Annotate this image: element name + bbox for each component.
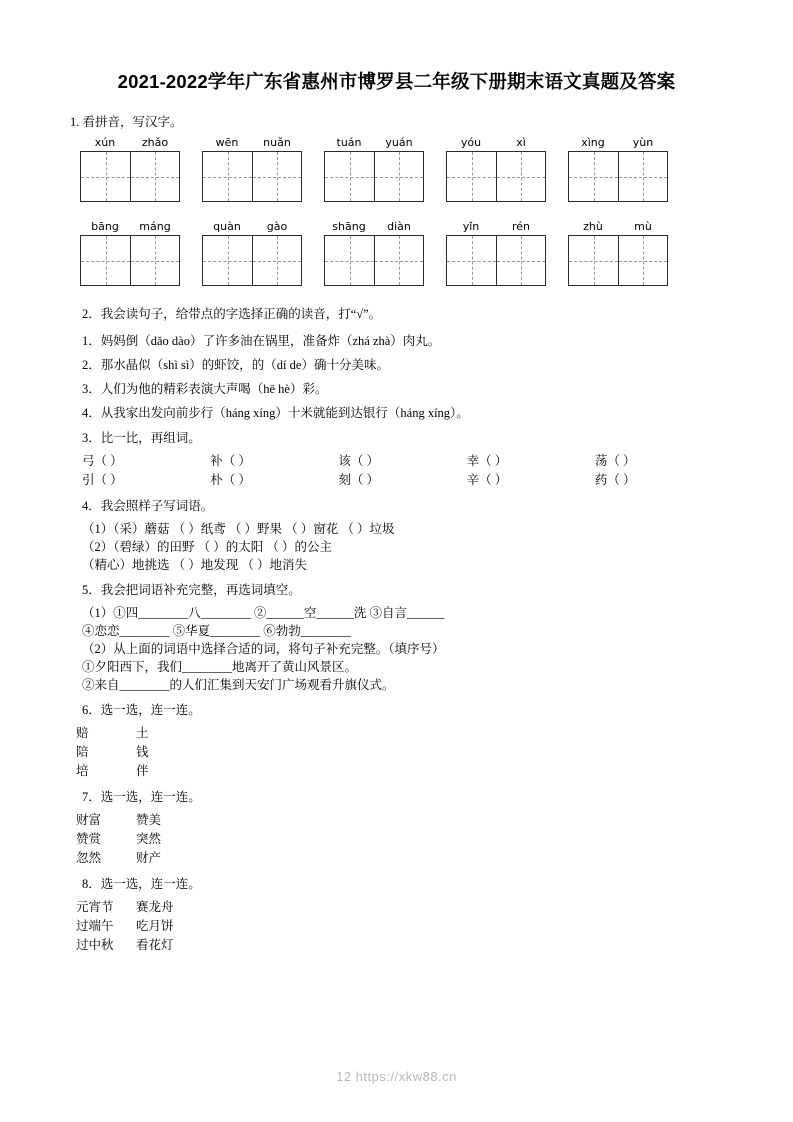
question-2-item-text: 1．妈妈倒（dǎo dào）了许多油在锅里，准备炸（zhá zhà）肉丸。 (82, 334, 441, 348)
pinyin-syllable: zhù (583, 220, 603, 233)
watermark: 12 https://xkw88.cn (336, 1069, 457, 1084)
tianzige-pair[interactable] (80, 151, 180, 202)
tianzige-pair[interactable] (80, 235, 180, 286)
question-2-item-text: 3．人们为他的精彩表演大声喝（hē hè）彩。 (82, 382, 328, 396)
question-7-heading: 7．选一选，连一连。 (82, 790, 201, 804)
pinyin-syllable: gào (266, 220, 288, 233)
match-row (70, 917, 723, 936)
pinyin-syllable: wēn (215, 136, 239, 149)
match-left-item[interactable]: 培 (76, 764, 89, 778)
pinyin-group (446, 136, 546, 202)
pinyin-labels (568, 220, 668, 233)
question-5-heading: 5．我会把词语补充完整，再选词填空。 (82, 583, 301, 597)
match-row (70, 849, 723, 868)
match-right-item[interactable]: 突然 (136, 832, 162, 846)
tianzige-cell[interactable] (252, 152, 301, 201)
pinyin-group (324, 220, 424, 286)
tianzige-cell[interactable] (618, 152, 667, 201)
pinyin-syllable: zhǎo (141, 136, 169, 149)
pinyin-labels (446, 220, 546, 233)
word-build-cell: 药（ ） (594, 473, 636, 487)
question-2-heading: 2．我会读句子，给带点的字选择正确的读音，打“√”。 (82, 307, 382, 321)
question-2-item-4 (70, 404, 723, 422)
match-row (70, 830, 723, 849)
pinyin-group (80, 220, 180, 286)
question-1-number: 1. (70, 115, 80, 129)
pinyin-labels (324, 136, 424, 149)
pinyin-syllable: yóu (460, 136, 482, 149)
match-row (70, 724, 723, 743)
tianzige-cell[interactable] (81, 236, 130, 285)
question-2-item-3 (70, 380, 723, 398)
pinyin-labels (202, 220, 302, 233)
pinyin-syllable: quàn (213, 220, 241, 233)
pinyin-syllable: yǐn (462, 220, 480, 233)
tianzige-pair[interactable] (568, 235, 668, 286)
word-build-cell: 刻（ ） (338, 473, 380, 487)
pinyin-syllable: diàn (387, 220, 411, 233)
tianzige-cell[interactable] (203, 152, 252, 201)
tianzige-cell[interactable] (569, 152, 618, 201)
pinyin-row (80, 220, 723, 286)
tianzige-cell[interactable] (569, 236, 618, 285)
match-left-item[interactable]: 过端午 (76, 919, 114, 933)
pinyin-labels (568, 136, 668, 149)
tianzige-cell[interactable] (325, 236, 374, 285)
match-row (70, 811, 723, 830)
word-build-cell: 引（ ） (82, 473, 123, 487)
question-5-line-5: ②来自________的人们汇集到天安门广场观看升旗仪式。 (82, 678, 395, 692)
tianzige-cell[interactable] (618, 236, 667, 285)
question-3-row-2 (70, 471, 723, 490)
word-build-cell: 补（ ） (210, 454, 251, 468)
match-left-item[interactable]: 赞赏 (76, 832, 102, 846)
pinyin-group (568, 136, 668, 202)
question-4-heading: 4．我会照样子写词语。 (82, 499, 214, 513)
tianzige-cell[interactable] (374, 236, 423, 285)
pinyin-syllable: nuǎn (263, 136, 291, 149)
tianzige-pair[interactable] (446, 151, 546, 202)
word-build-cell: 荡（ ） (594, 454, 636, 468)
match-right-item[interactable]: 赛龙舟 (136, 900, 174, 914)
question-5-line-1: （1）①四________八________ ②______空______洗 ③自言______ (82, 606, 445, 620)
match-left-item[interactable]: 过中秋 (76, 938, 114, 952)
pinyin-syllable: xì (516, 136, 526, 149)
tianzige-cell[interactable] (130, 152, 179, 201)
question-4-line-2: （2）（碧绿）的田野 （ ）的太阳 （ ）的公主 (82, 540, 333, 554)
pinyin-group (324, 136, 424, 202)
question-5-line-4: ①夕阳西下，我们________地离开了黄山风景区。 (82, 660, 358, 674)
pinyin-syllable: mù (634, 220, 652, 233)
word-build-cell: 幸（ ） (466, 454, 508, 468)
pinyin-labels (80, 136, 180, 149)
question-2-item-text: 4．从我家出发向前步行（háng xíng）十米就能到达银行（háng xíng）。 (82, 406, 469, 420)
match-row (70, 743, 723, 762)
pinyin-row (80, 136, 723, 202)
tianzige-cell[interactable] (325, 152, 374, 201)
question-4-line-1: （1）（采）蘑菇 （ ）纸鸢 （ ）野果 （ ）窗花 （ ）垃圾 (82, 522, 395, 536)
tianzige-cell[interactable] (81, 152, 130, 201)
tianzige-pair[interactable] (446, 235, 546, 286)
tianzige-cell[interactable] (447, 236, 496, 285)
question-1-prompt: 看拼音，写汉字。 (82, 115, 183, 129)
pinyin-syllable: xún (94, 136, 116, 149)
pinyin-labels (446, 136, 546, 149)
word-build-cell: 该（ ） (338, 454, 380, 468)
match-left-item[interactable]: 忽然 (76, 851, 102, 865)
match-right-item[interactable]: 吃月饼 (136, 919, 174, 933)
match-left-item[interactable]: 财富 (76, 813, 102, 827)
pinyin-syllable: shāng (332, 220, 366, 233)
pinyin-syllable: yùn (632, 136, 654, 149)
match-left-item[interactable]: 陪 (76, 745, 89, 759)
pinyin-group (202, 220, 302, 286)
question-6-heading: 6．选一选，连一连。 (82, 703, 201, 717)
match-row (70, 936, 723, 955)
word-build-cell: 弓（ ） (82, 454, 123, 468)
tianzige-cell[interactable] (496, 236, 545, 285)
pinyin-writing-grids (80, 136, 723, 286)
match-right-item[interactable]: 钱 (136, 745, 149, 759)
match-right-item[interactable]: 赞美 (136, 813, 162, 827)
pinyin-syllable: máng (139, 220, 171, 233)
question-2-item-2 (70, 356, 723, 374)
question-5-line-2: ④恋恋________ ⑤华夏________ ⑥勃勃________ (82, 624, 351, 638)
pinyin-group (446, 220, 546, 286)
match-right-item[interactable]: 财产 (136, 851, 162, 865)
page-title: 2021-2022学年广东省惠州市博罗县二年级下册期末语文真题及答案 (117, 71, 676, 92)
question-2-item-text: 2．那水晶似（shì sì）的虾饺，的（dí de）确十分美味。 (82, 358, 389, 372)
match-left-item[interactable]: 元宵节 (76, 900, 114, 914)
tianzige-cell[interactable] (496, 152, 545, 201)
word-build-cell: 辛（ ） (466, 473, 508, 487)
question-5-line-3: （2）从上面的词语中选择合适的词，将句子补充完整。（填序号） (82, 642, 445, 656)
tianzige-pair[interactable] (202, 235, 302, 286)
tianzige-pair[interactable] (568, 151, 668, 202)
tianzige-cell[interactable] (252, 236, 301, 285)
match-row (70, 762, 723, 781)
pinyin-group (80, 136, 180, 202)
match-left-item[interactable]: 赔 (76, 726, 89, 740)
tianzige-cell[interactable] (203, 236, 252, 285)
pinyin-group (202, 136, 302, 202)
match-row (70, 898, 723, 917)
pinyin-syllable: xìng (581, 136, 605, 149)
tianzige-pair[interactable] (324, 235, 424, 286)
question-1-heading (70, 112, 723, 130)
tianzige-pair[interactable] (202, 151, 302, 202)
question-4-line-3: （精心）地挑选 （ ）地发现 （ ）地消失 (82, 558, 308, 572)
word-build-cell: 朴（ ） (210, 473, 251, 487)
tianzige-pair[interactable] (324, 151, 424, 202)
question-3-row-1 (70, 452, 723, 471)
question-8-heading: 8．选一选，连一连。 (82, 877, 201, 891)
pinyin-syllable: yuán (385, 136, 413, 149)
question-3-heading: 3．比一比，再组词。 (82, 431, 201, 445)
pinyin-syllable: bāng (91, 220, 119, 233)
tianzige-cell[interactable] (130, 236, 179, 285)
tianzige-cell[interactable] (374, 152, 423, 201)
match-right-item[interactable]: 伴 (136, 764, 149, 778)
pinyin-labels (202, 136, 302, 149)
pinyin-labels (80, 220, 180, 233)
match-right-item[interactable]: 看花灯 (136, 938, 174, 952)
pinyin-syllable: rén (511, 220, 531, 233)
tianzige-cell[interactable] (447, 152, 496, 201)
pinyin-group (568, 220, 668, 286)
pinyin-syllable: tuán (336, 136, 362, 149)
match-right-item[interactable]: 土 (136, 726, 149, 740)
question-2-item-1 (70, 332, 723, 350)
pinyin-labels (324, 220, 424, 233)
